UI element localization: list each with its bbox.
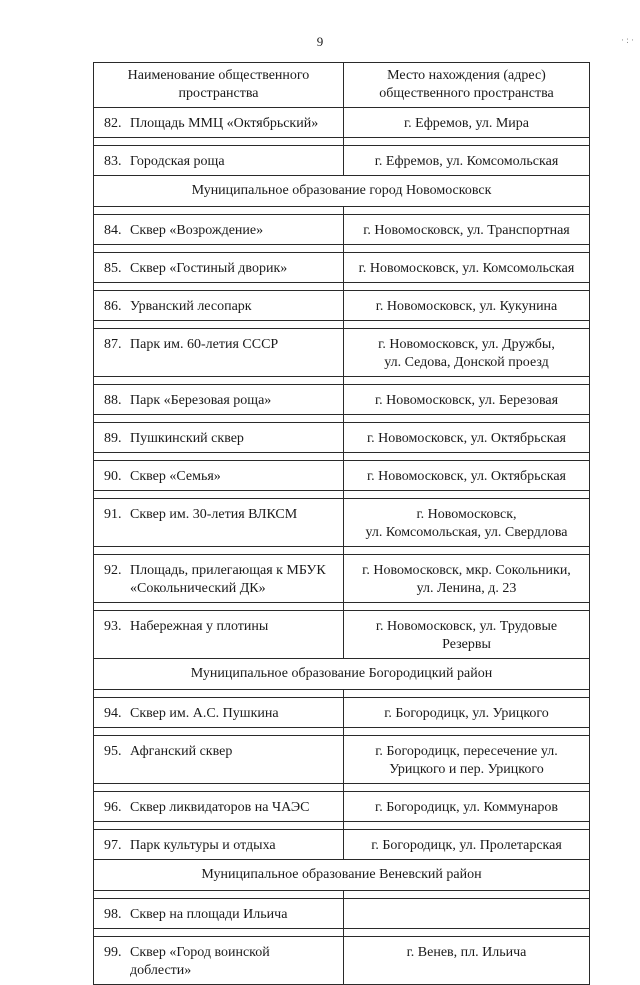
space-name-cell <box>94 555 344 603</box>
row-gap <box>94 207 590 215</box>
space-address-cell <box>344 899 590 929</box>
row-number: 94. <box>104 706 122 721</box>
space-address-line2: ул. Седова, Донской проезд <box>384 355 549 370</box>
table-row <box>94 215 590 245</box>
space-address-cell <box>344 499 590 547</box>
row-number: 88. <box>104 393 122 408</box>
gap-cell <box>344 245 590 253</box>
table-row <box>94 899 590 929</box>
gap-cell <box>344 453 590 461</box>
table-row <box>94 108 590 138</box>
gap-cell <box>94 283 344 291</box>
gap-cell <box>94 547 344 555</box>
gap-cell <box>344 415 590 423</box>
row-gap <box>94 690 590 698</box>
space-name-cell <box>94 108 344 138</box>
gap-cell <box>344 283 590 291</box>
space-name-wrap <box>104 705 339 723</box>
row-number: 91. <box>104 507 122 522</box>
gap-cell <box>94 377 344 385</box>
table-header-row <box>94 63 590 108</box>
space-name-cell <box>94 291 344 321</box>
space-name-wrap <box>104 336 339 354</box>
space-name: Набережная у плотины <box>130 619 269 634</box>
space-name: Городская роща <box>130 154 225 169</box>
space-name-wrap <box>104 430 339 448</box>
space-name: Парк культуры и отдыха <box>130 838 276 853</box>
space-name: Сквер им. 30-летия ВЛКСМ <box>130 507 298 522</box>
space-address-cell <box>344 461 590 491</box>
space-name-wrap <box>104 837 339 855</box>
space-name-cell <box>94 215 344 245</box>
space-address: г. Ефремов, ул. Мира <box>404 116 529 131</box>
space-name-cell <box>94 611 344 659</box>
row-number: 85. <box>104 261 122 276</box>
page-number: 9 <box>316 34 324 49</box>
row-gap <box>94 547 590 555</box>
table-row <box>94 698 590 728</box>
space-name-cell <box>94 792 344 822</box>
header-name-line2: пространства <box>178 86 259 101</box>
space-address: г. Богородицк, ул. Пролетарская <box>371 838 562 853</box>
space-name: Сквер «Гостиный дворик» <box>130 261 288 276</box>
space-address-cell <box>344 146 590 176</box>
space-address-cell <box>344 792 590 822</box>
space-name: Сквер ликвидаторов на ЧАЭС <box>130 800 310 815</box>
space-name: Площадь ММЦ «Октябрьский» <box>130 116 319 131</box>
space-name: Сквер «Возрождение» <box>130 223 264 238</box>
table-row <box>94 385 590 415</box>
space-name-cell <box>94 830 344 860</box>
gap-cell <box>94 245 344 253</box>
space-address-cell <box>344 736 590 784</box>
table-row <box>94 611 590 659</box>
space-name: Афганский сквер <box>130 744 233 759</box>
space-address-cell <box>344 253 590 283</box>
table-row <box>94 329 590 377</box>
space-name-cell <box>94 385 344 415</box>
space-address-line1: г. Новомосковск, ул. Дружбы, <box>378 337 555 352</box>
space-name-wrap <box>104 944 339 980</box>
space-address: г. Ефремов, ул. Комсомольская <box>374 154 559 169</box>
space-name: Парк «Березовая роща» <box>130 393 272 408</box>
space-address-line2: ул. Комсомольская, ул. Свердлова <box>365 525 568 540</box>
gap-cell <box>94 491 344 499</box>
space-address-line2: Урицкого и пер. Урицкого <box>389 762 544 777</box>
gap-cell <box>94 321 344 329</box>
table-row <box>94 499 590 547</box>
gap-cell <box>344 547 590 555</box>
gap-cell <box>344 929 590 937</box>
space-address-cell <box>344 611 590 659</box>
section-title: Муниципальное образование Веневский район <box>94 860 590 891</box>
table-row <box>94 830 590 860</box>
row-number: 93. <box>104 619 122 634</box>
table-row <box>94 291 590 321</box>
row-gap <box>94 453 590 461</box>
space-address-line1: г. Новомосковск, ул. Трудовые <box>375 619 558 634</box>
row-gap <box>94 321 590 329</box>
space-name-cell <box>94 736 344 784</box>
gap-cell <box>344 822 590 830</box>
row-gap <box>94 245 590 253</box>
space-address-line2: Резервы <box>442 637 491 652</box>
row-number: 98. <box>104 907 122 922</box>
gap-cell <box>94 415 344 423</box>
row-number: 84. <box>104 223 122 238</box>
space-name <box>130 562 339 598</box>
row-gap <box>94 138 590 146</box>
row-number: 97. <box>104 838 122 853</box>
gap-cell <box>94 453 344 461</box>
gap-cell <box>94 690 344 698</box>
space-address: г. Новомосковск, ул. Октябрьская <box>366 431 566 446</box>
space-name-wrap <box>104 222 339 240</box>
row-gap <box>94 728 590 736</box>
header-name-line1: Наименование общественного <box>127 68 310 83</box>
space-name-cell <box>94 499 344 547</box>
space-address: г. Новомосковск, ул. Транспортная <box>363 223 570 238</box>
section-row <box>94 176 590 207</box>
section-row <box>94 659 590 690</box>
space-name-line1: Площадь, прилегающая к МБУК <box>130 563 326 578</box>
space-name-cell <box>94 423 344 453</box>
row-gap <box>94 891 590 899</box>
section-title: Муниципальное образование город Новомосковск <box>94 176 590 207</box>
row-gap <box>94 415 590 423</box>
space-name-cell <box>94 253 344 283</box>
space-address-line2: ул. Ленина, д. 23 <box>416 581 517 596</box>
space-name-wrap <box>104 562 339 598</box>
space-name-wrap <box>104 743 339 761</box>
space-address: г. Новомосковск, ул. Октябрьская <box>366 469 566 484</box>
header-address-line2: общественного пространства <box>379 86 554 101</box>
space-name-cell <box>94 146 344 176</box>
space-address-line1: г. Новомосковск, мкр. Сокольники, <box>362 563 571 578</box>
gap-cell <box>344 138 590 146</box>
table-row <box>94 555 590 603</box>
space-name-line1: Сквер «Город воинской <box>130 945 270 960</box>
gap-cell <box>344 784 590 792</box>
gap-cell <box>94 138 344 146</box>
space-name-cell <box>94 698 344 728</box>
section-title: Муниципальное образование Богородицкий район <box>94 659 590 690</box>
row-gap <box>94 603 590 611</box>
space-address-cell <box>344 423 590 453</box>
table-row <box>94 253 590 283</box>
table-row <box>94 146 590 176</box>
space-name-wrap <box>104 799 339 817</box>
row-number: 99. <box>104 945 122 960</box>
row-number: 83. <box>104 154 122 169</box>
space-address-cell <box>344 291 590 321</box>
space-address: г. Венев, пл. Ильича <box>406 945 527 960</box>
gap-cell <box>344 321 590 329</box>
row-number: 87. <box>104 337 122 352</box>
space-name: Пушкинский сквер <box>130 431 244 446</box>
gap-cell <box>94 784 344 792</box>
row-gap <box>94 822 590 830</box>
row-gap <box>94 491 590 499</box>
space-address-cell <box>344 329 590 377</box>
space-address: г. Новомосковск, ул. Кукунина <box>375 299 558 314</box>
space-address-cell <box>344 108 590 138</box>
space-name-line2: доблести» <box>130 963 192 978</box>
space-name-wrap <box>104 618 339 636</box>
row-gap <box>94 377 590 385</box>
row-number: 86. <box>104 299 122 314</box>
space-name-wrap <box>104 468 339 486</box>
header-address-cell <box>344 63 590 108</box>
space-name: Урванский лесопарк <box>130 299 252 314</box>
header-address-line1: Место нахождения (адрес) <box>387 68 546 83</box>
row-number: 92. <box>104 563 122 578</box>
row-number: 95. <box>104 744 122 759</box>
header-name-cell <box>94 63 344 108</box>
gap-cell <box>94 728 344 736</box>
space-address: г. Богородицк, ул. Урицкого <box>384 706 549 721</box>
row-gap <box>94 784 590 792</box>
space-name-cell <box>94 461 344 491</box>
row-gap <box>94 283 590 291</box>
gap-cell <box>94 603 344 611</box>
public-spaces-table <box>93 62 590 985</box>
space-name-wrap <box>104 260 339 278</box>
space-name: Сквер на площади Ильича <box>130 907 288 922</box>
space-address-line1: г. Новомосковск, <box>416 507 517 522</box>
space-address-cell <box>344 215 590 245</box>
row-number: 96. <box>104 800 122 815</box>
table-row <box>94 937 590 985</box>
space-name-cell <box>94 937 344 985</box>
space-address-cell <box>344 555 590 603</box>
gap-cell <box>344 603 590 611</box>
gap-cell <box>94 207 344 215</box>
space-address: г. Богородицк, ул. Коммунаров <box>375 800 558 815</box>
space-name: Сквер «Семья» <box>130 469 221 484</box>
table-row <box>94 461 590 491</box>
table-row <box>94 736 590 784</box>
space-address-line1: г. Богородицк, пересечение ул. <box>375 744 558 759</box>
space-address-cell <box>344 937 590 985</box>
gap-cell <box>344 690 590 698</box>
space-name-wrap <box>104 906 339 924</box>
space-address-cell <box>344 830 590 860</box>
space-name-wrap <box>104 153 339 171</box>
space-address-cell <box>344 698 590 728</box>
space-name-line2: «Сокольнический ДК» <box>130 581 266 596</box>
space-address: г. Новомосковск, ул. Комсомольская <box>358 261 575 276</box>
table-row <box>94 792 590 822</box>
space-address-cell <box>344 385 590 415</box>
space-name <box>130 944 339 980</box>
space-name-cell <box>94 329 344 377</box>
row-gap <box>94 929 590 937</box>
gap-cell <box>344 207 590 215</box>
gap-cell <box>344 728 590 736</box>
space-name-wrap <box>104 115 339 133</box>
space-name-wrap <box>104 506 339 524</box>
gap-cell <box>94 929 344 937</box>
space-name: Сквер им. А.С. Пушкина <box>130 706 279 721</box>
corner-mark: · : · <box>621 35 634 45</box>
space-name-cell <box>94 899 344 929</box>
space-address: г. Новомосковск, ул. Березовая <box>374 393 559 408</box>
space-name-wrap <box>104 392 339 410</box>
space-name: Парк им. 60-летия СССР <box>130 337 279 352</box>
section-row <box>94 860 590 891</box>
row-number: 90. <box>104 469 122 484</box>
gap-cell <box>94 891 344 899</box>
gap-cell <box>344 491 590 499</box>
table-row <box>94 423 590 453</box>
gap-cell <box>94 822 344 830</box>
row-number: 89. <box>104 431 122 446</box>
gap-cell <box>344 377 590 385</box>
gap-cell <box>344 891 590 899</box>
row-number: 82. <box>104 116 122 131</box>
space-name-wrap <box>104 298 339 316</box>
